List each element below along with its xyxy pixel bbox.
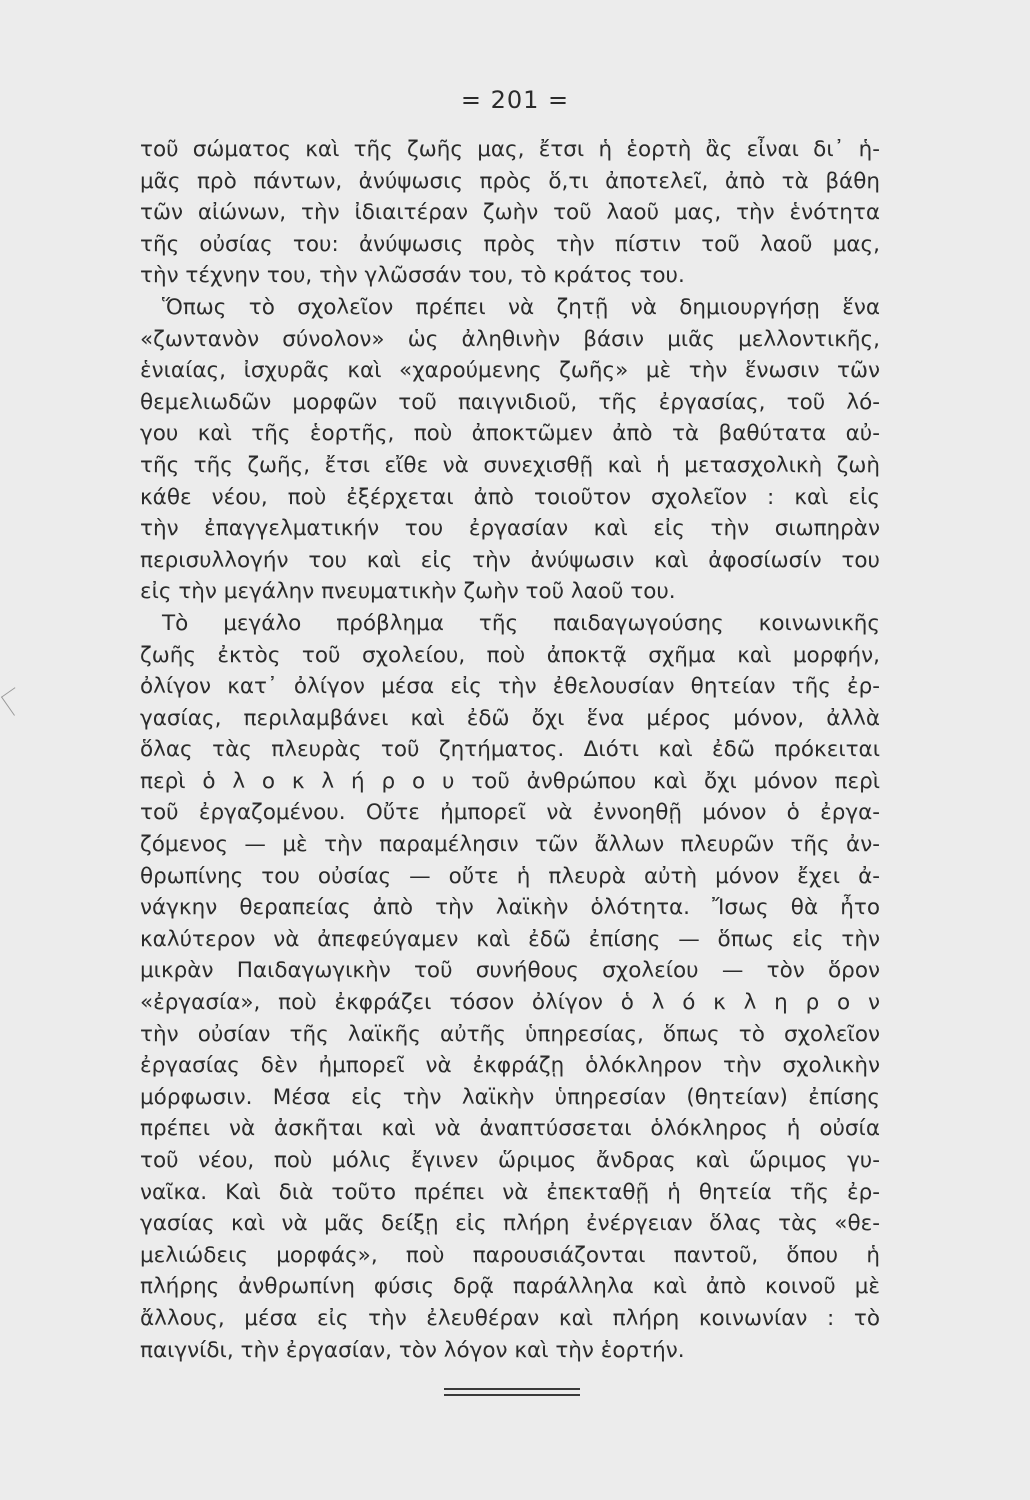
rule-line-bottom: [444, 1394, 580, 1396]
text-line: «ἐργασία», ποὺ ἐκφράζει τόσον ὀλίγον ὁ λ ό κ λ η ρ ο ν: [140, 990, 880, 1016]
text-line: ὅλας τὰς πλευρὰς τοῦ ζητήματος. Διότι καὶ ἐδῶ πρόκειται: [140, 737, 880, 763]
text-line: τὴν ἐπαγγελματικήν του ἐργασίαν καὶ εἰς τὴν σιωπηρὰν: [140, 516, 880, 542]
text-line: μελιώδεις μορφάς», ποὺ παρουσιάζονται παντοῦ, ὅπου ἡ: [140, 1242, 880, 1268]
paragraph-start: Ὅπως τὸ σχολεῖον πρέπει νὰ ζητῇ νὰ δημιουργήσῃ ἕνα: [162, 294, 880, 320]
text-line: νάγκην θεραπείας ἀπὸ τὴν λαϊκὴν ὁλότητα. Ἴσως θὰ ἦτο: [140, 895, 880, 921]
margin-mark: [1, 687, 28, 716]
text-line: καλύτερον νὰ ἀπεφεύγαμεν καὶ ἐδῶ ἐπίσης — ὅπως εἰς τὴν: [140, 926, 880, 952]
text-line: ἐργασίας δὲν ἠμπορεῖ νὰ ἐκφράζῃ ὁλόκληρον τὴν σχολικὴν: [140, 1053, 880, 1079]
text-line: ζόμενος — μὲ τὴν παραμέλησιν τῶν ἄλλων πλευρῶν τῆς ἀν-: [140, 832, 880, 858]
text-line: τοῦ σώματος καὶ τῆς ζωῆς μας, ἔτσι ἡ ἑορτὴ ἂς εἶναι δι᾽ ἡ-: [140, 137, 880, 162]
text-line: τῆς τῆς ζωῆς, ἔτσι εἴθε νὰ συνεχισθῇ καὶ ἡ μετασχολικὴ ζωὴ: [140, 452, 880, 478]
text-line: πρέπει νὰ ἀσκῆται καὶ νὰ ἀναπτύσσεται ὁλόκληρος ἡ οὐσία: [140, 1116, 880, 1142]
paragraph-start: Τὸ μεγάλο πρόβλημα τῆς παιδαγωγούσης κοινωνικῆς: [162, 610, 880, 636]
body-text: [140, 134, 880, 1366]
text-line: κάθε νέου, ποὺ ἐξέρχεται ἀπὸ τοιοῦτον σχολεῖον : καὶ εἰς: [140, 484, 880, 510]
text-line: περὶ ὁ λ ο κ λ ή ρ ο υ τοῦ ἀνθρώπου καὶ ὄχι μόνον περὶ: [140, 768, 880, 794]
text-line: τὴν οὐσίαν τῆς λαϊκῆς αὐτῆς ὑπηρεσίας, ὅπως τὸ σχολεῖον: [140, 1021, 880, 1047]
text-line: γασίας, περιλαμβάνει καὶ ἐδῶ ὄχι ἕνα μέρος μόνον, ἀλλὰ: [140, 705, 880, 731]
text-line: ναῖκα. Καὶ διὰ τοῦτο πρέπει νὰ ἐπεκταθῇ ἡ θητεία τῆς ἐρ-: [140, 1179, 880, 1205]
text-line: γασίας καὶ νὰ μᾶς δείξῃ εἰς πλήρη ἐνέργειαν ὅλας τὰς «θε-: [140, 1211, 880, 1237]
page-number: = 201 =: [460, 86, 570, 114]
text-line: τῶν αἰώνων, τὴν ἰδιαιτέραν ζωὴν τοῦ λαοῦ μας, τὴν ἑνότητα: [140, 200, 880, 226]
text-line: ζωῆς ἐκτὸς τοῦ σχολείου, ποὺ ἀποκτᾷ σχῆμα καὶ μορφήν,: [140, 642, 880, 668]
text-line: παιγνίδι, τὴν ἐργασίαν, τὸν λόγον καὶ τὴν ἑορτήν.: [140, 1337, 685, 1363]
text-line: μᾶς πρὸ πάντων, ἀνύψωσις πρὸς ὅ,τι ἀποτελεῖ, ἀπὸ τὰ βάθη: [140, 168, 880, 194]
text-line: τὴν τέχνην του, τὴν γλῶσσάν του, τὸ κράτος του.: [140, 263, 685, 289]
text-line: ὀλίγον κατ᾽ ὀλίγον μέσα εἰς τὴν ἐθελουσίαν θητείαν τῆς ἐρ-: [140, 674, 880, 700]
text-line: περισυλλογήν του καὶ εἰς τὴν ἀνύψωσιν καὶ ἀφοσίωσίν του: [140, 547, 880, 573]
text-line: εἰς τὴν μεγάλην πνευματικὴν ζωὴν τοῦ λαοῦ του.: [140, 579, 676, 605]
text-line: μικρὰν Παιδαγωγικὴν τοῦ συνήθους σχολείου — τὸν ὅρον: [140, 958, 880, 984]
end-double-rule: [444, 1388, 580, 1398]
text-line: τοῦ ἐργαζομένου. Οὔτε ἠμπορεῖ νὰ ἐννοηθῇ μόνον ὁ ἐργα-: [140, 800, 880, 826]
text-line: θεμελιωδῶν μορφῶν τοῦ παιγνιδιοῦ, τῆς ἐργασίας, τοῦ λό-: [140, 389, 880, 415]
text-line: «ζωντανὸν σύνολον» ὡς ἀληθινὴν βάσιν μιᾶς μελλοντικῆς,: [140, 326, 880, 352]
text-line: τῆς οὐσίας του: ἀνύψωσις πρὸς τὴν πίστιν τοῦ λαοῦ μας,: [140, 231, 880, 257]
text-line: τοῦ νέου, ποὺ μόλις ἔγινεν ὥριμος ἄνδρας καὶ ὥριμος γυ-: [140, 1148, 880, 1173]
text-line: ἄλλους, μέσα εἰς τὴν ἐλευθέραν καὶ πλήρη κοινωνίαν : τὸ: [140, 1305, 880, 1331]
rule-line-top: [444, 1388, 580, 1390]
text-line: πλήρης ἀνθρωπίνη φύσις δρᾷ παράλληλα καὶ ἀπὸ κοινοῦ μὲ: [140, 1274, 880, 1300]
text-line: μόρφωσιν. Μέσα εἰς τὴν λαϊκὴν ὑπηρεσίαν (θητείαν) ἐπίσης: [140, 1084, 880, 1110]
text-line: ἑνιαίας, ἰσχυρᾶς καὶ «χαρούμενης ζωῆς» μὲ τὴν ἕνωσιν τῶν: [140, 358, 880, 384]
text-line: γου καὶ τῆς ἑορτῆς, ποὺ ἀποκτῶμεν ἀπὸ τὰ βαθύτατα αὐ-: [140, 421, 880, 447]
text-line: θρωπίνης του οὐσίας — οὔτε ἡ πλευρὰ αὐτὴ μόνον ἔχει ἀ-: [140, 863, 880, 889]
